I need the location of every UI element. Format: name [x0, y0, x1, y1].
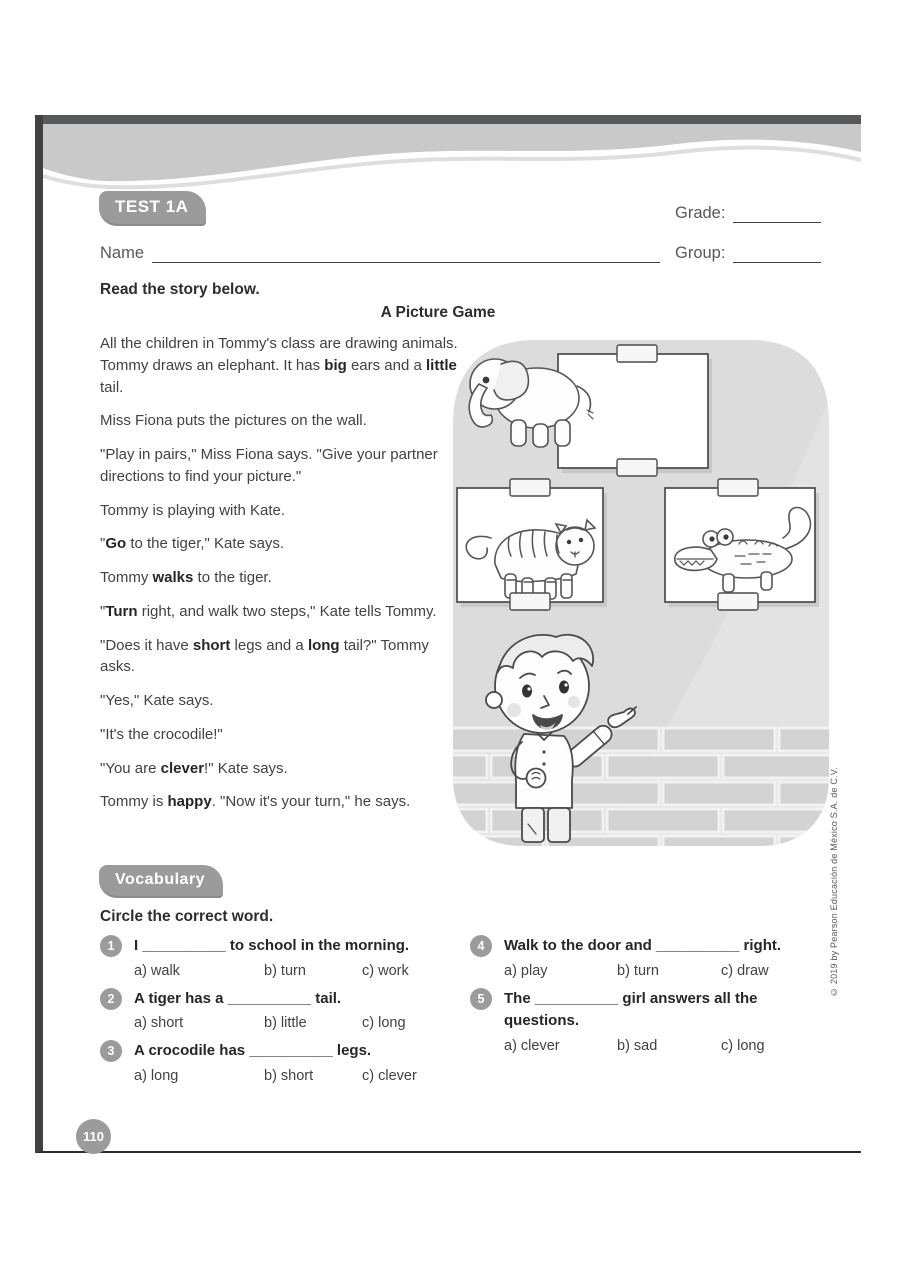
question-number-badge: 5	[470, 988, 492, 1010]
tape-tab	[510, 593, 550, 610]
option-a: a) walk	[134, 962, 180, 979]
grade-label: Grade:	[675, 204, 726, 222]
story-paragraph: Tommy is happy. "Now it's your turn," he says.	[100, 793, 411, 811]
story-illustration	[451, 338, 831, 848]
option-b: b) little	[264, 1015, 307, 1031]
option-a: a) short	[134, 1015, 184, 1031]
group-field	[675, 243, 821, 263]
option-b: b) sad	[617, 1037, 658, 1054]
question-prompt: Walk to the door and __________ right.	[504, 937, 782, 954]
tape-tab	[617, 459, 657, 476]
story-paragraph: "Yes," Kate says.	[100, 692, 214, 709]
story-paragraph: "Go to the tiger," Kate says.	[100, 535, 285, 553]
option-c: c) work	[362, 962, 409, 979]
question-1	[100, 935, 466, 979]
picture-game-scene	[451, 338, 831, 848]
page-number-badge: 110	[76, 1119, 111, 1154]
question-number-badge: 2	[100, 988, 122, 1010]
top-bar	[43, 115, 861, 124]
story-paragraph: Tommy is playing with Kate.	[100, 501, 286, 519]
option-c: c) long	[362, 1015, 406, 1031]
story-paragraph: Miss Fiona puts the pictures on the wall.	[100, 412, 367, 430]
question-number-badge: 3	[100, 1040, 122, 1062]
option-c: c) draw	[721, 962, 769, 979]
test-page	[35, 115, 861, 1153]
story-paragraph: Tommy walks to the tiger.	[100, 569, 272, 586]
question-3	[100, 1040, 466, 1084]
questions-right-column	[470, 935, 822, 1063]
option-a: a) long	[134, 1067, 179, 1084]
option-c: c) clever	[362, 1067, 417, 1084]
question-2	[100, 988, 466, 1032]
group-label: Group:	[675, 244, 726, 262]
question-prompt: I __________ to school in the morning.	[134, 937, 410, 954]
question-5	[470, 988, 822, 1054]
option-b: b) short	[264, 1067, 314, 1084]
story-paragraph: "You are clever!" Kate says.	[100, 759, 288, 777]
questions-left-column	[100, 935, 466, 1093]
name-blank-line	[152, 243, 660, 263]
story-paragraph: All the children in Tommy's class are drawing animals. Tommy draws an elephant. It has big ears and a little tail.	[100, 335, 458, 396]
story-text	[100, 333, 462, 825]
tape-tab	[718, 479, 758, 496]
tiger-picture-frame	[457, 479, 607, 610]
story-title: A Picture Game	[380, 304, 496, 321]
grade-field	[675, 203, 821, 223]
story-instruction: Read the story below.	[100, 281, 260, 298]
question-prompt: A crocodile has __________ legs.	[134, 1042, 372, 1059]
grade-blank-line	[733, 203, 821, 223]
tape-tab	[510, 479, 550, 496]
story-paragraph: "Play in pairs," Miss Fiona says. "Give your partner directions to find your picture."	[100, 446, 438, 485]
question-prompt: A tiger has a __________ tail.	[134, 989, 342, 1007]
question-4	[470, 935, 822, 979]
test-badge: TEST 1A	[99, 191, 206, 224]
vocabulary-badge: Vocabulary	[99, 865, 223, 896]
story-paragraph: "Does it have short legs and a long tail?" Tommy asks.	[100, 636, 429, 676]
brick-wall-icon	[451, 728, 831, 848]
story-paragraph: "It's the crocodile!"	[100, 725, 223, 743]
crocodile-picture-frame	[665, 479, 819, 610]
vocabulary-instruction: Circle the correct word.	[100, 908, 274, 925]
question-number-badge: 1	[100, 935, 122, 957]
name-label: Name	[100, 244, 145, 262]
option-c: c) long	[721, 1037, 765, 1054]
question-prompt: The __________ girl answers all the questions.	[504, 989, 758, 1029]
name-field	[100, 243, 660, 263]
story-paragraph: "Turn right, and walk two steps," Kate tells Tommy.	[100, 602, 437, 620]
group-blank-line	[733, 243, 821, 263]
option-a: a) play	[504, 962, 548, 979]
option-b: b) turn	[264, 962, 306, 979]
option-a: a) clever	[504, 1037, 560, 1054]
tape-tab	[617, 345, 657, 362]
option-b: b) turn	[617, 962, 659, 979]
copyright-notice: © 2019 by Pearson Educación de México S.A. de C.V.	[829, 767, 839, 997]
question-number-badge: 4	[470, 935, 492, 957]
tape-tab	[718, 593, 758, 610]
